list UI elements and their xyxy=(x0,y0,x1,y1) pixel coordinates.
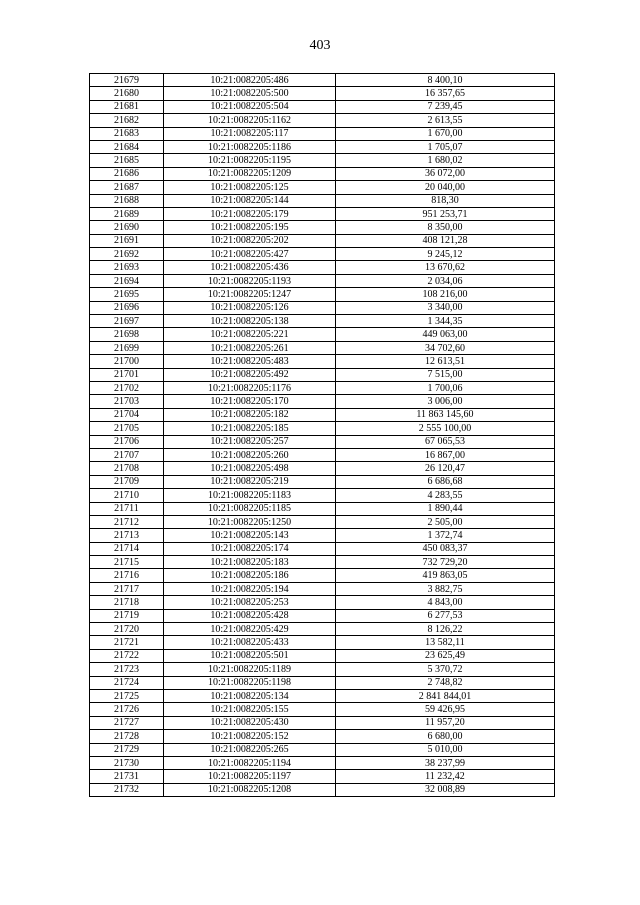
row-index-cell: 21694 xyxy=(90,274,164,287)
row-index-cell: 21731 xyxy=(90,770,164,783)
value-cell: 8 350,00 xyxy=(336,221,555,234)
table-row xyxy=(90,248,555,261)
table-row xyxy=(90,582,555,595)
value-cell: 1 680,02 xyxy=(336,154,555,167)
table-row xyxy=(90,140,555,153)
cadastral-number-cell: 10:21:0082205:486 xyxy=(164,74,336,87)
table-row xyxy=(90,542,555,555)
cadastral-number-cell: 10:21:0082205:183 xyxy=(164,556,336,569)
table-row xyxy=(90,448,555,461)
row-index-cell: 21730 xyxy=(90,756,164,769)
cadastral-number-cell: 10:21:0082205:186 xyxy=(164,569,336,582)
cadastral-number-cell: 10:21:0082205:1189 xyxy=(164,663,336,676)
row-index-cell: 21713 xyxy=(90,529,164,542)
value-cell: 2 841 844,01 xyxy=(336,689,555,702)
row-index-cell: 21712 xyxy=(90,515,164,528)
row-index-cell: 21684 xyxy=(90,140,164,153)
row-index-cell: 21693 xyxy=(90,261,164,274)
row-index-cell: 21679 xyxy=(90,74,164,87)
cadastral-number-cell: 10:21:0082205:1197 xyxy=(164,770,336,783)
value-cell: 5 370,72 xyxy=(336,663,555,676)
value-cell: 11 232,42 xyxy=(336,770,555,783)
row-index-cell: 21692 xyxy=(90,248,164,261)
row-index-cell: 21720 xyxy=(90,623,164,636)
cadastral-number-cell: 10:21:0082205:501 xyxy=(164,649,336,662)
table-row xyxy=(90,87,555,100)
table-row xyxy=(90,716,555,729)
value-cell: 2 748,82 xyxy=(336,676,555,689)
cadastral-number-cell: 10:21:0082205:138 xyxy=(164,315,336,328)
table-row xyxy=(90,355,555,368)
row-index-cell: 21708 xyxy=(90,462,164,475)
cadastral-number-cell: 10:21:0082205:430 xyxy=(164,716,336,729)
cadastral-number-cell: 10:21:0082205:1185 xyxy=(164,502,336,515)
row-index-cell: 21725 xyxy=(90,689,164,702)
table-row xyxy=(90,74,555,87)
table-row xyxy=(90,689,555,702)
table-row xyxy=(90,395,555,408)
row-index-cell: 21706 xyxy=(90,435,164,448)
value-cell: 20 040,00 xyxy=(336,181,555,194)
cadastral-number-cell: 10:21:0082205:221 xyxy=(164,328,336,341)
table-row xyxy=(90,529,555,542)
row-index-cell: 21714 xyxy=(90,542,164,555)
value-cell: 4 283,55 xyxy=(336,489,555,502)
row-index-cell: 21724 xyxy=(90,676,164,689)
cadastral-number-cell: 10:21:0082205:117 xyxy=(164,127,336,140)
table-row xyxy=(90,261,555,274)
table-row xyxy=(90,663,555,676)
cadastral-number-cell: 10:21:0082205:257 xyxy=(164,435,336,448)
table-row xyxy=(90,649,555,662)
value-cell: 6 277,53 xyxy=(336,609,555,622)
value-cell: 1 890,44 xyxy=(336,502,555,515)
cadastral-number-cell: 10:21:0082205:428 xyxy=(164,609,336,622)
table-row xyxy=(90,422,555,435)
value-cell: 6 686,68 xyxy=(336,475,555,488)
row-index-cell: 21702 xyxy=(90,381,164,394)
cadastral-number-cell: 10:21:0082205:1198 xyxy=(164,676,336,689)
row-index-cell: 21691 xyxy=(90,234,164,247)
value-cell: 108 216,00 xyxy=(336,288,555,301)
table-row xyxy=(90,596,555,609)
row-index-cell: 21700 xyxy=(90,355,164,368)
cadastral-number-cell: 10:21:0082205:1250 xyxy=(164,515,336,528)
value-cell: 5 010,00 xyxy=(336,743,555,756)
cadastral-number-cell: 10:21:0082205:170 xyxy=(164,395,336,408)
row-index-cell: 21689 xyxy=(90,207,164,220)
cadastral-number-cell: 10:21:0082205:174 xyxy=(164,542,336,555)
cadastral-number-cell: 10:21:0082205:1183 xyxy=(164,489,336,502)
cadastral-number-cell: 10:21:0082205:483 xyxy=(164,355,336,368)
table-row xyxy=(90,167,555,180)
row-index-cell: 21686 xyxy=(90,167,164,180)
value-cell: 7 515,00 xyxy=(336,368,555,381)
row-index-cell: 21705 xyxy=(90,422,164,435)
table-row xyxy=(90,636,555,649)
cadastral-number-cell: 10:21:0082205:1247 xyxy=(164,288,336,301)
table-row xyxy=(90,301,555,314)
cadastral-number-cell: 10:21:0082205:134 xyxy=(164,689,336,702)
value-cell: 3 006,00 xyxy=(336,395,555,408)
table-row xyxy=(90,462,555,475)
table-row xyxy=(90,154,555,167)
value-cell: 1 372,74 xyxy=(336,529,555,542)
value-cell: 1 344,35 xyxy=(336,315,555,328)
row-index-cell: 21729 xyxy=(90,743,164,756)
value-cell: 16 357,65 xyxy=(336,87,555,100)
value-cell: 13 670,62 xyxy=(336,261,555,274)
table-row xyxy=(90,315,555,328)
row-index-cell: 21716 xyxy=(90,569,164,582)
row-index-cell: 21696 xyxy=(90,301,164,314)
value-cell: 2 613,55 xyxy=(336,114,555,127)
cadastral-number-cell: 10:21:0082205:143 xyxy=(164,529,336,542)
cadastral-number-cell: 10:21:0082205:125 xyxy=(164,181,336,194)
cadastral-number-cell: 10:21:0082205:1209 xyxy=(164,167,336,180)
cadastral-number-cell: 10:21:0082205:144 xyxy=(164,194,336,207)
table-row xyxy=(90,676,555,689)
value-cell: 1 705,07 xyxy=(336,140,555,153)
value-cell: 6 680,00 xyxy=(336,730,555,743)
value-cell: 34 702,60 xyxy=(336,341,555,354)
value-cell: 450 083,37 xyxy=(336,542,555,555)
cadastral-number-cell: 10:21:0082205:1195 xyxy=(164,154,336,167)
table-row xyxy=(90,328,555,341)
row-index-cell: 21697 xyxy=(90,315,164,328)
row-index-cell: 21703 xyxy=(90,395,164,408)
table-row xyxy=(90,288,555,301)
table-row xyxy=(90,194,555,207)
cadastral-number-cell: 10:21:0082205:179 xyxy=(164,207,336,220)
cadastral-number-cell: 10:21:0082205:194 xyxy=(164,582,336,595)
row-index-cell: 21717 xyxy=(90,582,164,595)
cadastral-number-cell: 10:21:0082205:195 xyxy=(164,221,336,234)
row-index-cell: 21719 xyxy=(90,609,164,622)
value-cell: 59 426,95 xyxy=(336,703,555,716)
value-cell: 11 863 145,60 xyxy=(336,408,555,421)
row-index-cell: 21701 xyxy=(90,368,164,381)
value-cell: 26 120,47 xyxy=(336,462,555,475)
row-index-cell: 21688 xyxy=(90,194,164,207)
value-cell: 3 340,00 xyxy=(336,301,555,314)
table-body xyxy=(90,74,555,797)
row-index-cell: 21704 xyxy=(90,408,164,421)
value-cell: 449 063,00 xyxy=(336,328,555,341)
row-index-cell: 21698 xyxy=(90,328,164,341)
cadastral-number-cell: 10:21:0082205:202 xyxy=(164,234,336,247)
value-cell: 732 729,20 xyxy=(336,556,555,569)
table-row xyxy=(90,234,555,247)
table-row xyxy=(90,408,555,421)
cadastral-number-cell: 10:21:0082205:500 xyxy=(164,87,336,100)
cadastral-number-cell: 10:21:0082205:436 xyxy=(164,261,336,274)
row-index-cell: 21721 xyxy=(90,636,164,649)
cadastral-number-cell: 10:21:0082205:1176 xyxy=(164,381,336,394)
cadastral-number-cell: 10:21:0082205:429 xyxy=(164,623,336,636)
value-cell: 36 072,00 xyxy=(336,167,555,180)
value-cell: 8 400,10 xyxy=(336,74,555,87)
table-row xyxy=(90,770,555,783)
row-index-cell: 21683 xyxy=(90,127,164,140)
table-row xyxy=(90,609,555,622)
table-row xyxy=(90,221,555,234)
row-index-cell: 21710 xyxy=(90,489,164,502)
cadastral-number-cell: 10:21:0082205:185 xyxy=(164,422,336,435)
table-row xyxy=(90,515,555,528)
row-index-cell: 21690 xyxy=(90,221,164,234)
cadastral-number-cell: 10:21:0082205:1193 xyxy=(164,274,336,287)
row-index-cell: 21711 xyxy=(90,502,164,515)
value-cell: 8 126,22 xyxy=(336,623,555,636)
cadastral-number-cell: 10:21:0082205:155 xyxy=(164,703,336,716)
table-row xyxy=(90,100,555,113)
table-row xyxy=(90,569,555,582)
cadastral-number-cell: 10:21:0082205:504 xyxy=(164,100,336,113)
table-row xyxy=(90,368,555,381)
row-index-cell: 21681 xyxy=(90,100,164,113)
row-index-cell: 21680 xyxy=(90,87,164,100)
cadastral-number-cell: 10:21:0082205:1194 xyxy=(164,756,336,769)
row-index-cell: 21687 xyxy=(90,181,164,194)
table-row xyxy=(90,207,555,220)
table-row xyxy=(90,475,555,488)
row-index-cell: 21722 xyxy=(90,649,164,662)
row-index-cell: 21728 xyxy=(90,730,164,743)
table-row xyxy=(90,756,555,769)
cadastral-value-table xyxy=(89,73,555,797)
row-index-cell: 21709 xyxy=(90,475,164,488)
cadastral-number-cell: 10:21:0082205:261 xyxy=(164,341,336,354)
table-row xyxy=(90,743,555,756)
table-row xyxy=(90,489,555,502)
cadastral-number-cell: 10:21:0082205:427 xyxy=(164,248,336,261)
value-cell: 9 245,12 xyxy=(336,248,555,261)
cadastral-number-cell: 10:21:0082205:1162 xyxy=(164,114,336,127)
row-index-cell: 21726 xyxy=(90,703,164,716)
table-row xyxy=(90,341,555,354)
row-index-cell: 21685 xyxy=(90,154,164,167)
cadastral-number-cell: 10:21:0082205:126 xyxy=(164,301,336,314)
value-cell: 419 863,05 xyxy=(336,569,555,582)
table-row xyxy=(90,623,555,636)
table-row xyxy=(90,730,555,743)
cadastral-number-cell: 10:21:0082205:433 xyxy=(164,636,336,649)
table-row xyxy=(90,127,555,140)
cadastral-number-cell: 10:21:0082205:253 xyxy=(164,596,336,609)
table-row xyxy=(90,703,555,716)
value-cell: 11 957,20 xyxy=(336,716,555,729)
table-row xyxy=(90,381,555,394)
table-row xyxy=(90,435,555,448)
row-index-cell: 21682 xyxy=(90,114,164,127)
cadastral-number-cell: 10:21:0082205:182 xyxy=(164,408,336,421)
row-index-cell: 21723 xyxy=(90,663,164,676)
row-index-cell: 21718 xyxy=(90,596,164,609)
table-row xyxy=(90,114,555,127)
row-index-cell: 21695 xyxy=(90,288,164,301)
value-cell: 2 505,00 xyxy=(336,515,555,528)
value-cell: 408 121,28 xyxy=(336,234,555,247)
cadastral-number-cell: 10:21:0082205:1186 xyxy=(164,140,336,153)
row-index-cell: 21732 xyxy=(90,783,164,796)
value-cell: 67 065,53 xyxy=(336,435,555,448)
value-cell: 12 613,51 xyxy=(336,355,555,368)
value-cell: 4 843,00 xyxy=(336,596,555,609)
row-index-cell: 21727 xyxy=(90,716,164,729)
table-row xyxy=(90,274,555,287)
cadastral-number-cell: 10:21:0082205:265 xyxy=(164,743,336,756)
cadastral-number-cell: 10:21:0082205:260 xyxy=(164,448,336,461)
row-index-cell: 21699 xyxy=(90,341,164,354)
cadastral-number-cell: 10:21:0082205:1208 xyxy=(164,783,336,796)
value-cell: 2 555 100,00 xyxy=(336,422,555,435)
value-cell: 3 882,75 xyxy=(336,582,555,595)
page-number: 403 xyxy=(309,38,331,53)
value-cell: 1 670,00 xyxy=(336,127,555,140)
table-row xyxy=(90,502,555,515)
value-cell: 1 700,06 xyxy=(336,381,555,394)
table-row xyxy=(90,556,555,569)
value-cell: 38 237,99 xyxy=(336,756,555,769)
value-cell: 32 008,89 xyxy=(336,783,555,796)
cadastral-number-cell: 10:21:0082205:492 xyxy=(164,368,336,381)
cadastral-number-cell: 10:21:0082205:152 xyxy=(164,730,336,743)
table-row xyxy=(90,181,555,194)
value-cell: 7 239,45 xyxy=(336,100,555,113)
cadastral-number-cell: 10:21:0082205:219 xyxy=(164,475,336,488)
row-index-cell: 21707 xyxy=(90,448,164,461)
value-cell: 818,30 xyxy=(336,194,555,207)
value-cell: 23 625,49 xyxy=(336,649,555,662)
value-cell: 951 253,71 xyxy=(336,207,555,220)
table-row xyxy=(90,783,555,796)
value-cell: 16 867,00 xyxy=(336,448,555,461)
cadastral-number-cell: 10:21:0082205:498 xyxy=(164,462,336,475)
value-cell: 2 034,06 xyxy=(336,274,555,287)
row-index-cell: 21715 xyxy=(90,556,164,569)
value-cell: 13 582,11 xyxy=(336,636,555,649)
